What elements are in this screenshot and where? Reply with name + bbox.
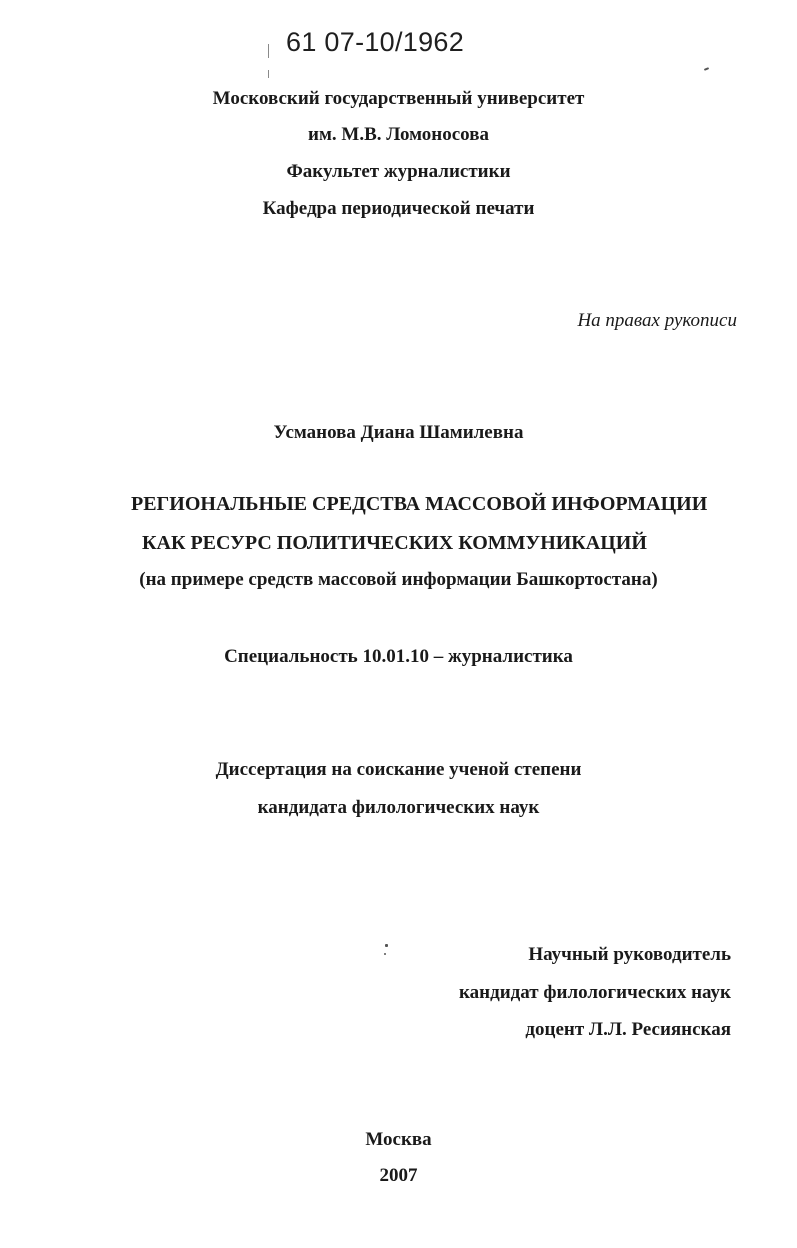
degree-line-2: кандидата филологических наук (257, 797, 540, 818)
scan-mark-left (268, 44, 269, 58)
department-name: Кафедра периодической печати (262, 198, 535, 219)
supervisor-degree: кандидат филологических наук (459, 982, 731, 1003)
scan-speck-middle (385, 944, 388, 947)
specialty: Специальность 10.01.10 – журналистика (224, 646, 573, 667)
scan-speck-top-right (704, 67, 709, 71)
scan-mark-left-lower (268, 70, 269, 78)
faculty-name: Факультет журналистики (286, 161, 511, 182)
university-named-after: им. М.В. Ломоносова (308, 124, 489, 145)
manuscript-note: На правах рукописи (577, 310, 737, 331)
dissertation-subtitle: (на примере средств массовой информации Башкортостана) (139, 569, 658, 590)
dissertation-title-line-2: КАК РЕСУРС ПОЛИТИЧЕСКИХ КОММУНИКАЦИЙ (142, 532, 647, 554)
author-name: Усманова Диана Шамилевна (273, 422, 524, 443)
university-name: Московский государственный университет (212, 88, 585, 109)
year: 2007 (379, 1165, 418, 1186)
registration-stamp-number: 61 07-10/1962 (286, 27, 465, 57)
supervisor-name: доцент Л.Л. Ресиянская (525, 1019, 731, 1040)
degree-line-1: Диссертация на соискание ученой степени (215, 759, 582, 780)
supervisor-role: Научный руководитель (528, 944, 731, 965)
city: Москва (365, 1129, 432, 1150)
dissertation-title-line-1: РЕГИОНАЛЬНЫЕ СРЕДСТВА МАССОВОЙ ИНФОРМАЦИИ (131, 493, 708, 515)
scan-speck-middle-2 (384, 953, 386, 955)
